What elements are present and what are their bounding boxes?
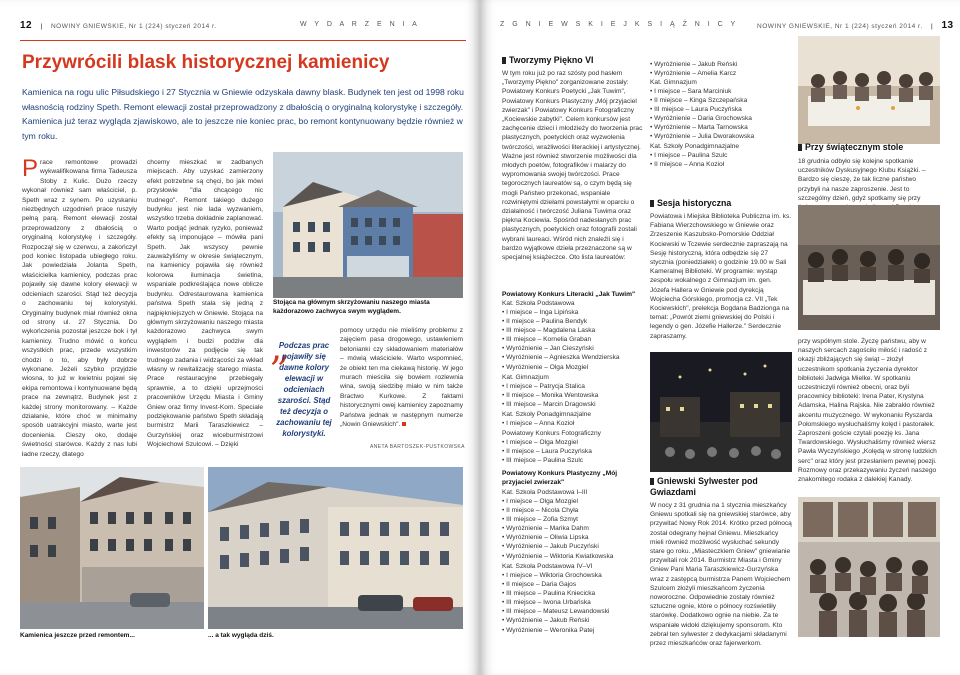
k1-pg-list bbox=[502, 419, 574, 428]
k1-gim: Kat. Gimnazjum bbox=[502, 374, 549, 381]
k1-sp-list bbox=[502, 308, 620, 372]
k3-title: Powiatowy Konkurs Plastyczny „Mój przyjaciel zwierzak" bbox=[502, 470, 618, 487]
list-item: • II miejsce – Paulina Bendyk bbox=[502, 317, 620, 326]
left-header: 12 | NOWINY GNIEWSKIE, Nr 1 (224) styczeń 2014 r. bbox=[20, 20, 217, 31]
list-item: • Wyróżnienie – Jakub Reński bbox=[650, 60, 737, 69]
list-item: • II miejsce – Kinga Szczepańska bbox=[650, 96, 754, 105]
page-number: 12 bbox=[20, 20, 33, 31]
k1-school: Kat. Szkoła Podstawowa bbox=[502, 300, 575, 307]
page-number-right: 13 bbox=[941, 20, 954, 31]
s1-text: W tym roku już po raz szósty pod hasłem „Tworzymy Piękno" zorganizowane zostały: Powiatowy Konkurs Poetycki „Jak Tuwim", Powiatowy Konkurs Plastyczny „Mój przyjaciel zwierzak" i Powiatowy Konkurs Fotograficzny „Kociewskie zabytki". Celem konkursów jest zachęcenie dzieci i młodzieży do tworzenia prac plastycznych, poetyckich oraz wyzwolenia twórczości, wrażliwości literackiej i artystycznej. Ważne jest również stworzenie możliwości dla młodych poetów, fotografików i malarzy do wypromowania swojej twórczości. Prace tegorocznych laureatów są, o czym będą się mogli Państwo przekonać, wspaniale rozwiniętymi dziełami powstałymi w oparciu o działalność i twórczość Juliana Tuwima oraz piękna Kociewia. Spośród nadesłanych prac plastycznych, poetyckich oraz fotografii zostali wybrani laureaci. Wśród nich znaleźli się i bardzo wyjątkowe dzieła przeznaczone są w specjalnej książeczce. Oto lista laureatów: bbox=[502, 70, 643, 262]
s4-title: Przy świątecznym stole bbox=[805, 142, 904, 152]
list-item: • Wyróżnienie – Agnieszka Wendzierska bbox=[502, 353, 620, 362]
k3-gim: Kat. Gimnazjum bbox=[650, 79, 697, 86]
heading-sesja bbox=[650, 198, 731, 209]
k3-b-list bbox=[502, 571, 610, 635]
list-item: • Wyróżnienie – Olga Mozgiel bbox=[502, 363, 620, 372]
list-item: • Wyróżnienie – Jakub Puczyński bbox=[502, 542, 613, 551]
col1-text: race remontowe prowadzi wykwalifikowana firma Tadeusza Stoby z Kulic. Dużo rzeczy wykonał również sam właściciel, p. Speth wraz z synem. Po uzyskaniu niezbędnych uzgodnień prace ruszyły pełną parą. Remont elewacji został przeprowadzony z dbałością o oryginalną kolorystykę i szczegóły. Rozpoczął się w czerwcu, a zakończył pod koniec listopada ubiegłego roku. Jak powiedziała Jolanta Speth, właścicielka kamienicy, podczas prac pojawiły się dawne kolory elewacji w odcieniach szarości. Stąd też decyzja o zachowaniu tej kolorystyki. Oryginalny budynek miał również okna od strony ul. 27 Stycznia. Do wykończenia pozostał jeszcze bok i tył kamienicy. Trudno mówić o końcu wszystkich prac, przede wszystkim chodzi o to, aby były dobrze wykonane. Jeżeli szybko przyjdzie wiosna, to już w kwietniu pojawi się ekipa remontowa i kontynuowane będą prace na zewnątrz. Budynek jest z każdej strony monitorowany. – Każde działanie, które choć w minimalny sposób uatrakcyjni miasto, warte jest docenienia. Cieszy oko, dodaje świetności starówce. Każdy z nas lubi ładne rzeczy, dlatego bbox=[22, 159, 137, 458]
caption-before: Kamienica jeszcze przed remontem... bbox=[20, 632, 135, 639]
list-item: • II miejsce – Monika Wentowska bbox=[502, 391, 598, 400]
section-marker-icon bbox=[650, 478, 654, 485]
list-item: • II miejsce – Daria Gajos bbox=[502, 580, 610, 589]
list-item: • I miejsce – Patrycja Stalica bbox=[502, 382, 598, 391]
list-item: • Wyróżnienie – Amelia Karcz bbox=[650, 69, 737, 78]
quote-mark-icon: „ bbox=[270, 325, 290, 369]
s4-text: 18 grudnia odbyło się kolejne spotkanie uczestników Dyskusyjnego Klubu Książki. – Bardzo się cieszę, że tak liczne państwo przybyli na nasze zaproszenie. Jest to szczególny dzień, gdyż spotkamy się przy bbox=[798, 158, 926, 202]
photo-christmas-table bbox=[798, 205, 940, 330]
end-mark-icon bbox=[402, 422, 406, 426]
article-col-2: chcemy mieszkać w zadbanych miejscach. Aby uzyskać zamierzony efekt potrzebne są chęci, bo jak mówi przysłowie "dla chcącego nic trudnego". Remont takiego dużego budynku jest nie lada wyzwaniem, wszystko trzeba dokładnie zaplanować. Warto podjąć jednak ryzyko, ponieważ efekty są imponujące – mówiła pani Speth. Jak wszyscy pewnie zauważyliśmy w okresie świątecznym, na kamienicy pojawiła się również kolorowa iluminacja świetlna, wspaniale podkreślająca nowe oblicze budynku. Odrestaurowana kamienica państwa Speth stała się jedną z najpiękniejszych w Gniewie. Stojąca na głównym skrzyżowaniu naszego miasta każdorazowo zachwyca swym wyglądem i budzi podziw dla inwestorów za podjęcie się tak trudnego zadania i widzącości za wkład własny w rewitalizację starego miasta. Prace restauracyjne przebiegały sprawnie, a to dzięki uprzejmości pracowników Urzędu Miasta i Gminy Gniew oraz firmy Invest-Kom. Speciale podziękowanie państwo Speth składają burmistrz Marii Taraszkiewicz –Gurzyńskiej oraz wiceburmistrzowi Wojciechowi Szulcowi. – Dzięki bbox=[147, 159, 263, 449]
list-item: • I miejsce – Olga Mozgiel bbox=[502, 497, 613, 506]
s3-title: Gniewski Sylwester pod Gwiazdami bbox=[650, 476, 758, 497]
article-title: Przywrócili blask historycznej kamienicy bbox=[22, 52, 390, 73]
list-item: • III miejsce – Paulina Kniecicka bbox=[502, 589, 610, 598]
article-lead: Kamienica na rogu ulic Piłsudskiego i 27 Stycznia w Gniewie odzyskała dawny blask. Budynek ten jest od 1998 roku własnością rodziny Speth. Remont elewacji został przeprowadzony z dbałością o oryginalną kolorystykę i szczegóły. Kamienica już teraz wygląda zjawiskowo, ale to jeszcze nie koniec prac, bo remont kontynuowany będzie również w tym roku. bbox=[22, 87, 464, 141]
pull-quote: Podczas prac pojawiły się dawne kolory elewacji w odcieniach szarości. Stąd też decyzja o zachowaniu tej kolorystyki. bbox=[276, 341, 332, 438]
k3-d-list bbox=[650, 87, 754, 142]
masthead: NOWINY GNIEWSKIE, Nr 1 (224) styczeń 2014 r. bbox=[50, 23, 217, 30]
heading-sylwester bbox=[650, 476, 792, 498]
photo-sylwester-fireworks bbox=[650, 352, 792, 472]
list-item: • Wyróżnienie – Oliwia Lipska bbox=[502, 533, 613, 542]
caption-after: ... a tak wygląda dziś. bbox=[208, 632, 274, 639]
list-item: • III miejsce – Iwona Urbańska bbox=[502, 598, 610, 607]
list-item: • II miejsce – Anna Kozioł bbox=[650, 160, 727, 169]
s1-title: Tworzymy Piękno VI bbox=[509, 55, 594, 65]
heading-stol bbox=[798, 142, 903, 153]
k3-e-list bbox=[650, 151, 727, 169]
list-item: • III miejsce – Paulina Szulc bbox=[502, 456, 592, 465]
dropcap: P bbox=[22, 155, 39, 182]
photo-kamienica-corner bbox=[273, 152, 463, 298]
s2-title: Sesja historyczna bbox=[657, 198, 732, 208]
k3-school: Kat. Szkoła Podstawowa I–III bbox=[502, 489, 588, 496]
author: ANETA BARTOSZEK-PUSTKOWSKA bbox=[370, 444, 465, 450]
k1-pg: Kat. Szkoły Ponadgimnazjalne bbox=[502, 411, 592, 418]
list-item: • Wyróżnienie – Julia Dworakowska bbox=[650, 132, 754, 141]
k3-pg: Kat. Szkoły Ponadgimnazjalne bbox=[650, 143, 740, 150]
list-item: • I miejsce – Wiktoria Grochowska bbox=[502, 571, 610, 580]
k3-c-list bbox=[650, 60, 737, 78]
right-page bbox=[480, 0, 960, 675]
photo-club-meeting bbox=[798, 36, 940, 144]
photo-before-renovation bbox=[20, 467, 204, 629]
list-item: • Wyróżnienie – Jakub Reński bbox=[502, 616, 610, 625]
masthead-right: NOWINY GNIEWSKIE, Nr 1 (224) styczeń 2014 r. bbox=[757, 23, 923, 30]
article-col-3 bbox=[340, 326, 463, 429]
list-item: • I miejsce – Paulina Szulc bbox=[650, 151, 727, 160]
section-label: W Y D A R Z E N I A bbox=[300, 21, 420, 28]
k2-list bbox=[502, 438, 592, 465]
list-item: • I miejsce – Sara Marciniuk bbox=[650, 87, 754, 96]
list-item: • I miejsce – Anna Kozioł bbox=[502, 419, 574, 428]
list-item: • Wyróżnienie – Daria Grochowska bbox=[650, 114, 754, 123]
caption-top-photo: Stojąca na głównym skrzyżowaniu naszego miasta każdorazowo zachwyca swym wyglądem. bbox=[273, 299, 430, 315]
photo-after-renovation bbox=[208, 467, 463, 629]
header-rule bbox=[20, 40, 466, 41]
k1-title: Powiatowy Konkurs Literacki „Jak Tuwim" bbox=[502, 291, 636, 298]
photo-library-audience bbox=[798, 497, 940, 637]
list-item: • Wyróżnienie – Marika Dahm bbox=[502, 524, 613, 533]
k3-school2: Kat. Szkoła Podstawowa IV–VI bbox=[502, 563, 593, 570]
list-item: • I miejsce – Olga Mozgiel bbox=[502, 438, 592, 447]
section-label-right: Z G N I E W S K I E J K S I Ą Ż N I C Y bbox=[500, 21, 739, 28]
list-item: • III miejsce – Zofia Szmyt bbox=[502, 515, 613, 524]
col3-text: pomocy urzędu nie mieliśmy problemu z zajęciem pasa drogowego, ustawieniem betonianki czy składowaniem materiałów – mówią właściciele. Warto wspomnieć, że obiekt ten ma ciekawą historię. W jego murach mieściła się bowiem rozlewnia wina, swoją siedzibę miało w nim także Bractwo Kurkowe. Z faktami historycznymi owej kamienicy zapoznamy Państwa jednak w następnym numerze „Nowin Gniewskich". bbox=[340, 327, 463, 429]
list-item: • Wyróżnienie – Weronika Patej bbox=[502, 626, 610, 635]
k2-title: Powiatowy Konkurs Fotograficzny bbox=[502, 430, 601, 437]
s3-text: W nocy z 31 grudnia na 1 stycznia mieszkańcy Gniewu spotkali się na gniewskiej starówce, aby przywitać Nowy Rok 2014. Krótko przed północą został odegrany hejnał Gniewu. Mieszkańcy mieli również możliwość wysłuchać sekundy stare go roku. „Miasteczkiem Gniew" gniewianie przywitali rok 2014. Burmistrz Miasta i Gminy Gniew Pani Maria Taraszkiewicz-Gurzyńska wraz z zastępcą burmistrza Panem Wojciechem Szulcem złożyli mieszkańcom życzenia noworoczne. Odpowiednie zostały również sztuczne ognie, które o północy rozświetliły starówkę. Dodatkowo ognie na niebie. Za te wspaniałe widoki dziękujemy sponsorom. Kto zebrał ten sylwester z dedykacjami składanymi przez mieszkańców oraz fajerwerkom. bbox=[650, 502, 792, 648]
list-item: • III miejsce – Laura Puczyńska bbox=[650, 105, 754, 114]
s2-text: Powiatowa i Miejska Biblioteka Publiczna im. ks. Fabiana Wierzchowskiego w Gniewie oraz Zrzeszenie Kaszubsko-Pomorskie Oddział Kociewski w Tczewie serdecznie zapraszają na Sesję historyczną, która odbędzie się 27 stycznia (poniedziałek) o godzinie 19.00 w Sali Kameralnej Biblioteki. W programie: wystąp zespołu wokalnego z Gimnazjum im. gen. Józefa Hallera w Gniewie pod dyrekcją Wojciecha Górskiego, promocja cz. VII „Tek Kociewskich", prelekcja Bogdana Badzionga na temat: „Powrót ziemi gniewskiej do Polski i legendy o gen. Józefie Hallerze." Serdecznie zapraszamy. bbox=[650, 213, 792, 340]
list-item: • III miejsce – Marcin Dragowski bbox=[502, 400, 598, 409]
section-marker-icon bbox=[650, 200, 654, 207]
list-item: • Wyróżnienie – Marta Tarnowska bbox=[650, 123, 754, 132]
right-header: NOWINY GNIEWSKIE, Nr 1 (224) styczeń 2014 r. | 13 bbox=[757, 20, 954, 31]
list-item: • III miejsce – Kornelia Graban bbox=[502, 335, 620, 344]
list-item: • Wyróżnienie – Wiktoria Kwiatkowska bbox=[502, 552, 613, 561]
article-col-1 bbox=[22, 155, 137, 459]
list-item: • I miejsce – Inga Lipińska bbox=[502, 308, 620, 317]
list-item: • Wyróżnienie – Jan Cieszyński bbox=[502, 344, 620, 353]
s4-text2: przy wspólnym stole. Życzę państwu, aby w naszych sercach zagościło miłość i radość z okazji zbliżających się świąt – złożył uczestnikom spotkania życzenia dyrektor biblioteki Jadwiga Mielke. W spotkaniu uczestniczyli również obecni, oraz byli pracownicy biblioteki: Irena Pater, Krystyna Adamska, Halina Rajska. Nie zabrakło również akcentu muzycznego. W wykonaniu Ryszarda Połomskiego wysłuchaliśmy kolęd i pastorałek. Zaproszeni goście czytali poezję ks. Jana Twardowskiego. Wysłuchaliśmy również wiersz Pawła Wyczyńskiego „Kolędą w stronę ludzkich serc" oraz który jest przesłaniem pewnej poezji. Rozmowy oraz przekazywaniu życzeń naszego znakomitego rodaka z dalekiej Kanady. bbox=[798, 338, 937, 484]
list-item: • II miejsce – Nicola Chyła bbox=[502, 506, 613, 515]
k3-a-list bbox=[502, 497, 613, 561]
heading-tworzymy-piekno bbox=[502, 55, 593, 66]
section-marker-icon bbox=[798, 144, 802, 151]
list-item: • III miejsce – Mateusz Lewandowski bbox=[502, 607, 610, 616]
k1-gm-list bbox=[502, 382, 598, 409]
section-marker-icon bbox=[502, 57, 506, 64]
list-item: • III miejsce – Magdalena Laska bbox=[502, 326, 620, 335]
list-item: • II miejsce – Laura Puczyńska bbox=[502, 447, 592, 456]
